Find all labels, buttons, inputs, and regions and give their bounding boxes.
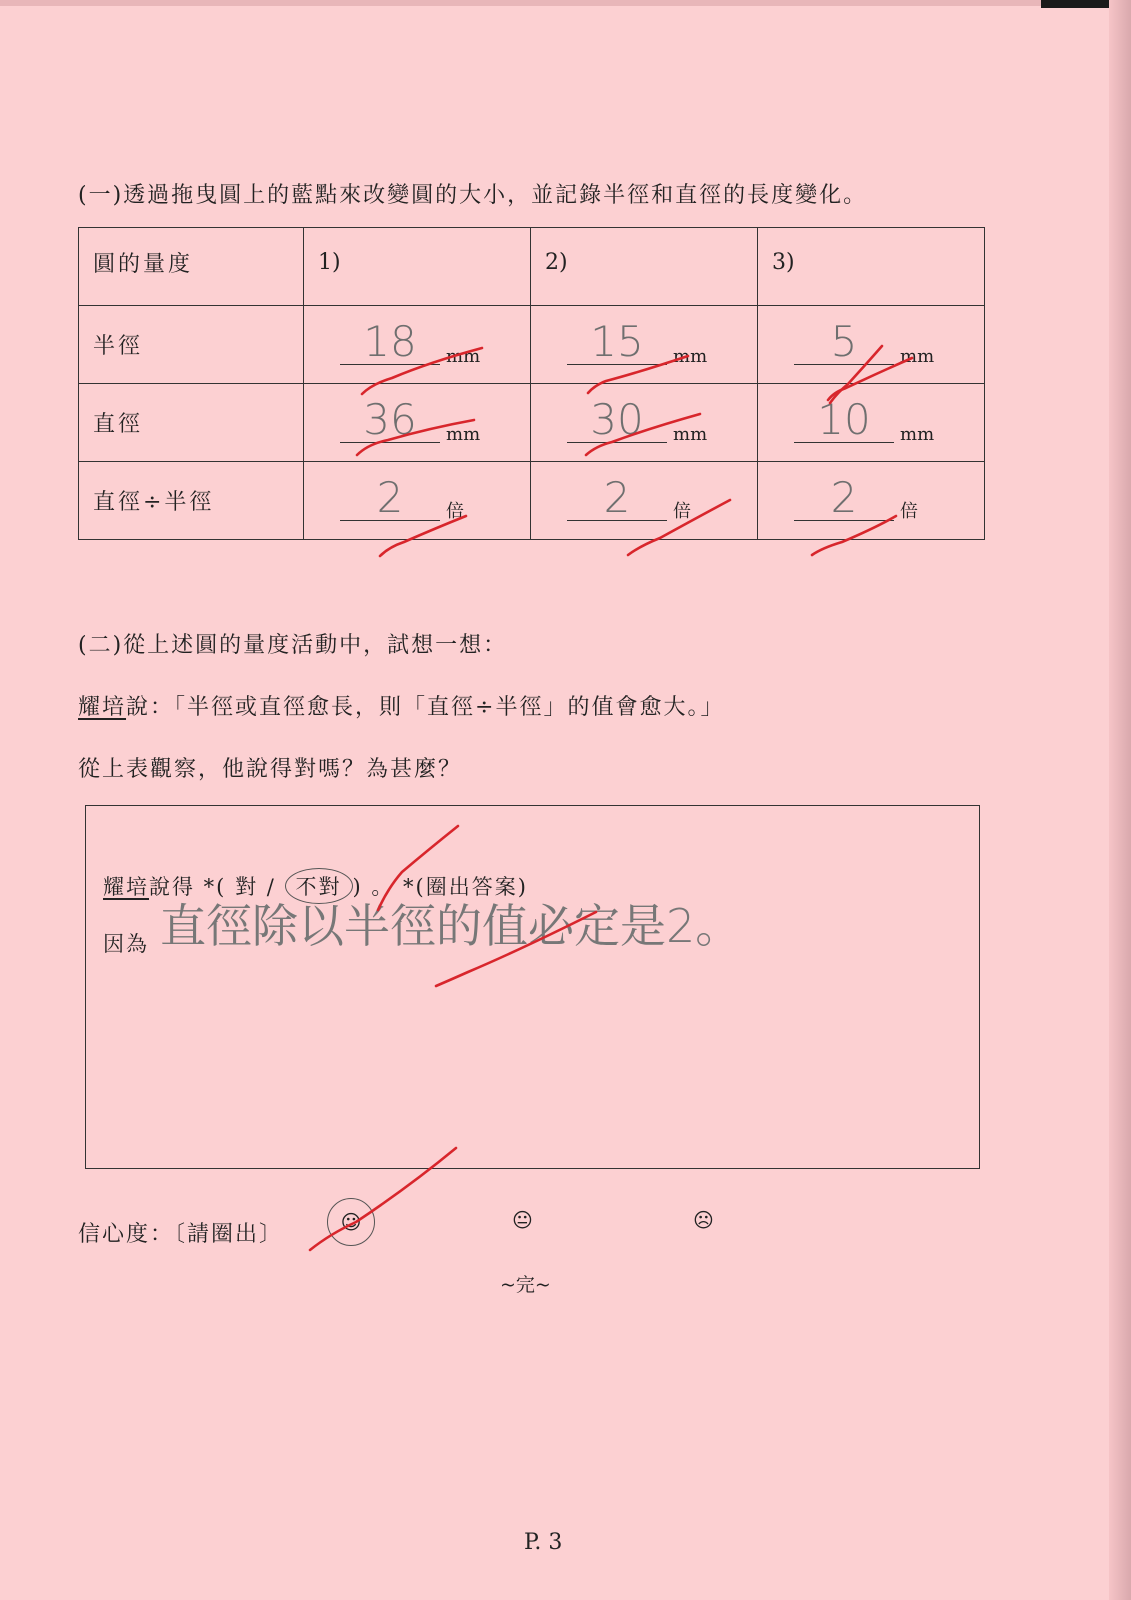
unit-label: mm <box>446 346 481 367</box>
option-correct: 對 <box>235 875 259 899</box>
answer-speaker: 耀培 <box>103 875 149 899</box>
handwritten-value: 2 <box>830 473 858 522</box>
speaker-name: 耀培 <box>78 695 127 720</box>
handwritten-value: 10 <box>817 395 871 444</box>
header-cell-2: 2) <box>531 228 758 306</box>
section1-title: (一)透過拖曳圓上的藍點來改變圓的大小，並記錄半徑和直徑的長度變化。 <box>78 183 868 208</box>
radius-cell-3 <box>758 306 985 384</box>
unit-label: mm <box>673 346 708 367</box>
handwritten-value: 36 <box>363 395 417 444</box>
page-right-edge <box>1109 0 1131 1600</box>
section2-title: (二)從上述圓的量度活動中，試想一想： <box>78 633 508 658</box>
row-label-ratio: 直徑÷半徑 <box>79 462 304 540</box>
section2-statement <box>78 690 724 721</box>
ratio-cell-2 <box>531 462 758 540</box>
neutral-face-icon: 😐 <box>512 1208 533 1232</box>
table-header-row <box>79 228 985 306</box>
header-cell-measure: 圓的量度 <box>79 228 304 306</box>
option-separator: / <box>266 875 276 899</box>
unit-label: mm <box>446 424 481 445</box>
table-row-radius <box>79 306 985 384</box>
handwritten-value: 30 <box>590 395 644 444</box>
handwritten-value: 2 <box>603 473 631 522</box>
speaker-quote: 說：「半徑或直徑愈長，則「直徑÷半徑」的值會愈大。」 <box>126 695 725 720</box>
page-top-edge <box>0 0 1131 6</box>
row-label-radius: 半徑 <box>79 306 304 384</box>
because-label: 因為 <box>103 932 149 956</box>
end-mark: ~完~ <box>500 1274 551 1296</box>
answer-blank <box>567 442 667 443</box>
answer-suffix: ) 。 *(圈出答案) <box>352 875 528 899</box>
answer-blank <box>794 364 894 365</box>
section2-question: 從上表觀察，他說得對嗎？為甚麼？ <box>78 757 463 782</box>
option-incorrect-circled: 不對 <box>285 868 353 904</box>
answer-blank <box>794 442 894 443</box>
confidence-face-happy-circled <box>327 1198 375 1246</box>
answer-blank <box>340 364 440 365</box>
row-label-diameter: 直徑 <box>79 384 304 462</box>
radius-cell-2 <box>531 306 758 384</box>
header-cell-1: 1) <box>304 228 531 306</box>
unit-label: 倍 <box>900 501 918 522</box>
unit-label: mm <box>900 424 935 445</box>
handwritten-value: 18 <box>363 317 417 366</box>
radius-cell-1 <box>304 306 531 384</box>
unit-label: 倍 <box>446 501 464 522</box>
handwritten-value: 15 <box>590 317 644 366</box>
answer-prefix: 說得 *( <box>149 875 227 899</box>
answer-blank <box>567 364 667 365</box>
answer-blank <box>340 442 440 443</box>
diameter-cell-1 <box>304 384 531 462</box>
sad-face-icon: ☹ <box>693 1208 714 1232</box>
ratio-cell-1 <box>304 462 531 540</box>
table-row-ratio <box>79 462 985 540</box>
header-cell-3: 3) <box>758 228 985 306</box>
table-row-diameter <box>79 384 985 462</box>
diameter-cell-3 <box>758 384 985 462</box>
page-number: P. 3 <box>524 1530 563 1555</box>
smile-icon: ☺ <box>340 1210 362 1234</box>
answer-box <box>85 805 980 1169</box>
handwritten-value: 2 <box>376 473 404 522</box>
ratio-cell-3 <box>758 462 985 540</box>
diameter-cell-2 <box>531 384 758 462</box>
handwritten-value: 5 <box>830 317 858 366</box>
measurement-table <box>78 227 985 540</box>
answer-blank <box>340 520 440 521</box>
unit-label: 倍 <box>673 501 691 522</box>
unit-label: mm <box>673 424 708 445</box>
handwritten-reason: 直徑除以半徑的值必定是2。 <box>160 899 742 953</box>
unit-label: mm <box>900 346 935 367</box>
answer-blank <box>794 520 894 521</box>
answer-blank <box>567 520 667 521</box>
confidence-label: 信心度：〔請圈出〕 <box>78 1222 284 1247</box>
